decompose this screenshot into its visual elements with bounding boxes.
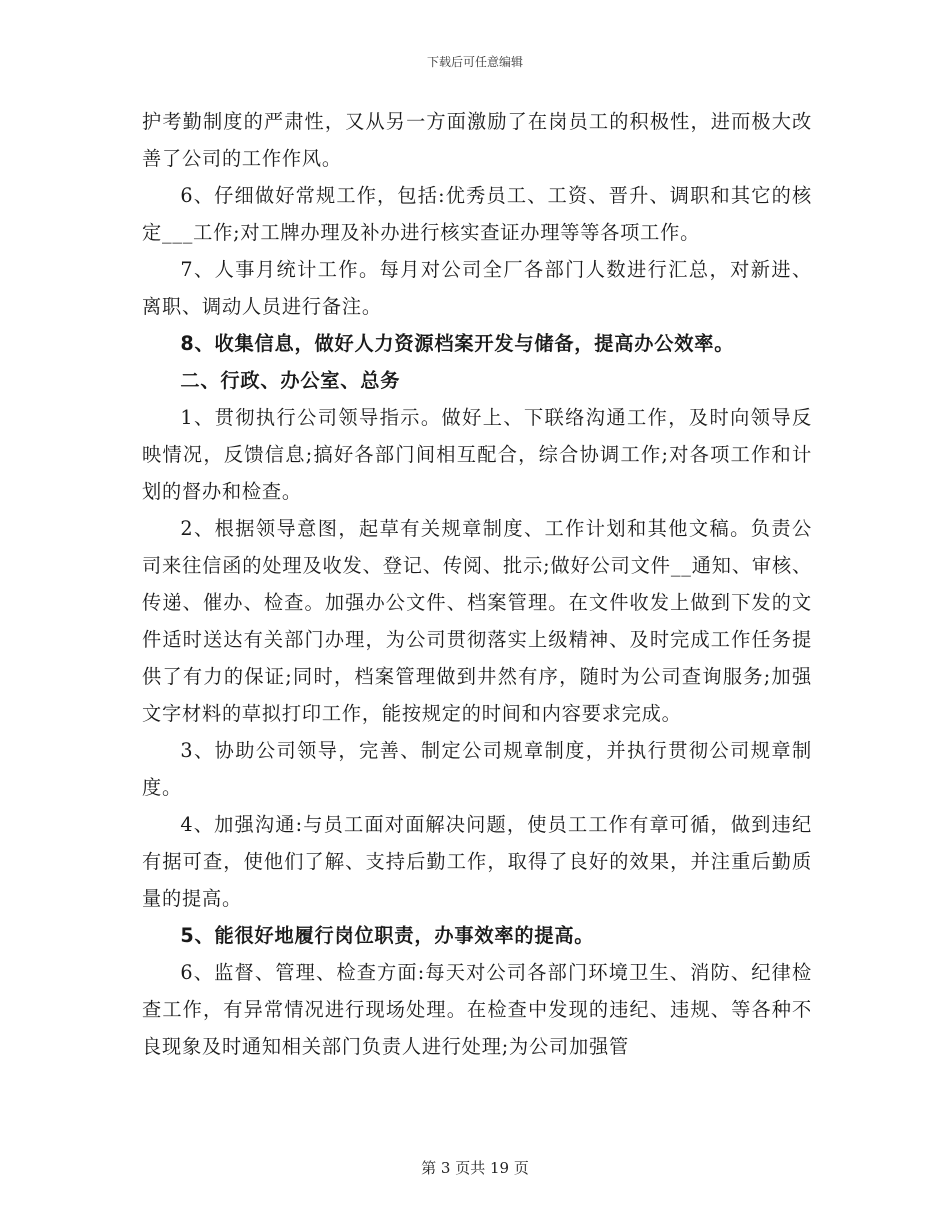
- document-body: [142, 103, 812, 1065]
- paragraph: 1、贯彻执行公司领导指示。做好上、下联络沟通工作，及时向领导反映情况，反馈信息;搞好各部门间相互配合，综合协调工作;对各项工作和计划的督办和检查。: [142, 406, 812, 503]
- bold-heading: 8、收集信息，做好人力资源档案开发与储备，提高办公效率。: [180, 332, 735, 355]
- page-header: 下载后可任意编辑: [426, 55, 523, 69]
- paragraph: 6、仔细做好常规工作，包括:优秀员工、工资、晋升、调职和其它的核定___工作;对工牌办理及补办进行核实查证办理等等各项工作。: [142, 184, 812, 244]
- bold-heading: 5、能很好地履行岗位职责，办事效率的提高。: [180, 924, 595, 947]
- paragraph: 7、人事月统计工作。每月对公司全厂各部门人数进行汇总，对新进、离职、调动人员进行备注。: [142, 258, 812, 318]
- paragraph: 护考勤制度的严肃性，又从另一方面激励了在岗员工的积极性，进而极大改善了公司的工作作风。: [142, 110, 812, 170]
- paragraph: 4、加强沟通:与员工面对面解决问题，使员工工作有章可循，做到违纪有据可查，使他们了解、支持后勤工作，取得了良好的效果，并注重后勤质量的提高。: [142, 813, 812, 910]
- page-number-footer: 第 3 页共 19 页: [421, 1159, 529, 1177]
- paragraph: 6、监督、管理、检查方面:每天对公司各部门环境卫生、消防、纪律检查工作，有异常情况进行现场处理。在检查中发现的违纪、违规、等各种不良现象及时通知相关部门负责人进行处理;为公司加强管: [142, 961, 812, 1058]
- section-heading: 二、行政、办公室、总务: [180, 369, 401, 392]
- paragraph: 2、根据领导意图，起草有关规章制度、工作计划和其他文稿。负责公司来往信函的处理及收发、登记、传阅、批示;做好公司文件__通知、审核、传递、催办、检查。加强办公文件、档案管理。在文件收发上做到下发的文件适时送达有关部门办理，为公司贯彻落实上级精神、及时完成工作任务提供了有力的保证;同时，档案管理做到井然有序，随时为公司查询服务;加强文字材料的草拟打印工作，能按规定的时间和内容要求完成。: [142, 517, 812, 725]
- paragraph: 3、协助公司领导，完善、制定公司规章制度，并执行贯彻公司规章制度。: [142, 739, 812, 799]
